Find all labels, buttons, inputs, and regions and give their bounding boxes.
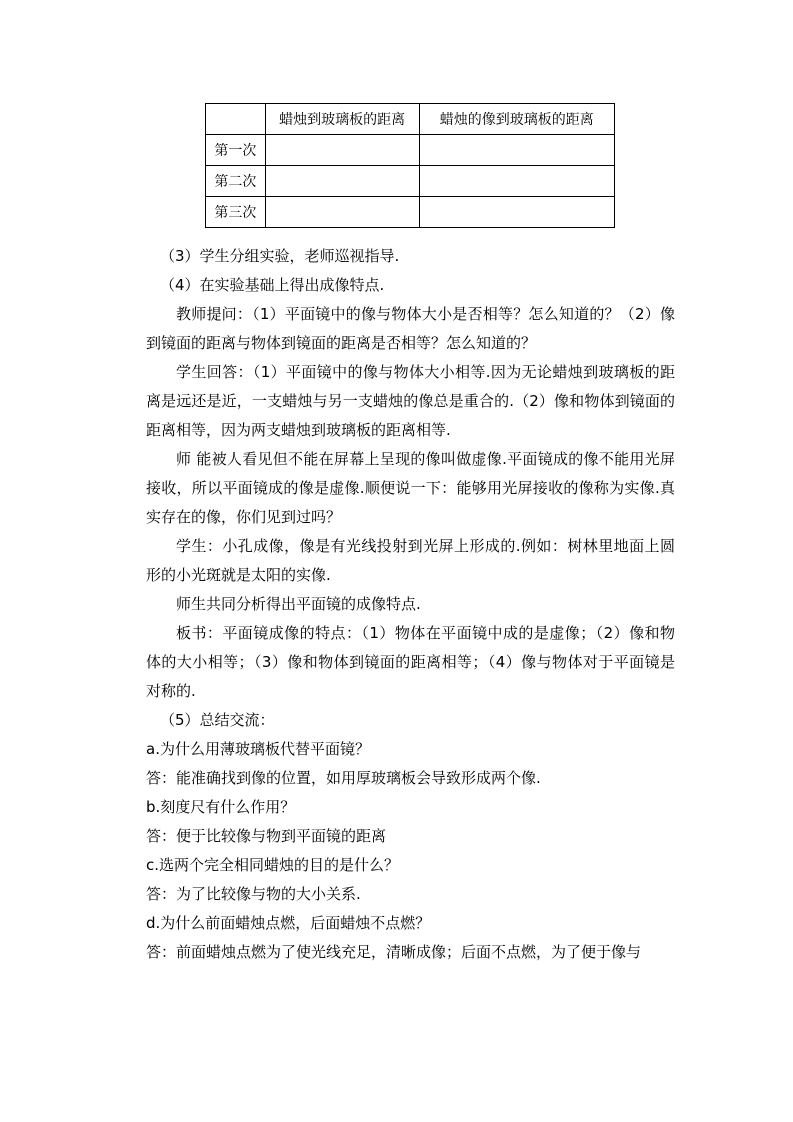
table-row: [206, 197, 615, 228]
paragraph-blackboard: 板书：平面镜成像的特点：（1）物体在平面镜中成的是虚像；（2）像和物体的大小相等；（3）像和物体到镜面的距离相等；（4）像与物体对于平面镜是对称的.: [146, 624, 675, 700]
table-row: [206, 166, 615, 197]
table-row-label: 第一次: [206, 135, 266, 166]
table-cell: [265, 166, 419, 197]
table-header-row: [206, 104, 615, 135]
question-d: d.为什么前面蜡烛点燃，后面蜡烛不点燃？: [146, 914, 431, 932]
table-header-cell: 蜡烛的像到玻璃板的距离: [419, 104, 614, 135]
paragraph-teacher-question: 教师提问：（1）平面镜中的像与物体大小是否相等？怎么知道的？（2）像到镜面的距离与物体到镜面的距离是否相等？怎么知道的？: [146, 305, 675, 352]
table-cell: [419, 166, 614, 197]
table-header-cell: [206, 104, 266, 135]
table-header-cell: 蜡烛到玻璃板的距离: [265, 104, 419, 135]
answer-c: 答：为了比较像与物的大小关系.: [146, 885, 361, 903]
answer-d: 答：前面蜡烛点燃为了使光线充足，清晰成像；后面不点燃，为了便于像与: [146, 943, 642, 961]
table-row-label: 第三次: [206, 197, 266, 228]
paragraph-student-real-image: 学生：小孔成像，像是有光线投射到光屏上形成的.例如：树林里地面上圆形的小光斑就是太阳的实像.: [146, 537, 675, 584]
body-text: [146, 242, 675, 967]
question-a: a.为什么用薄玻璃板代替平面镜？: [146, 740, 370, 758]
table-row: [206, 135, 615, 166]
measurement-table: [205, 103, 615, 228]
table-cell: [419, 197, 614, 228]
paragraph-step-4: （4）在实验基础上得出成像特点.: [160, 276, 385, 294]
answer-a: 答：能准确找到像的位置，如用厚玻璃板会导致形成两个像.: [146, 769, 541, 787]
paragraph-joint-analysis: 师生共同分析得出平面镜的成像特点.: [176, 595, 421, 613]
paragraph-student-answer: 学生回答：（1）平面镜中的像与物体大小相等.因为无论蜡烛到玻璃板的距离是远还是近，一支蜡烛与另一支蜡烛的像总是重合的.（2）像和物体到镜面的距离相等，因为两支蜡烛到玻璃板的距离相等.: [146, 363, 675, 439]
paragraph-teacher-virtual-image: 师 能被人看见但不能在屏幕上呈现的像叫做虚像.平面镜成的像不能用光屏接收，所以平面镜成的像是虚像.顺便说一下：能够用光屏接收的像称为实像.真实存在的像，你们见到过吗？: [146, 450, 675, 526]
paragraph-step-5: （5）总结交流：: [160, 711, 275, 729]
table-row-label: 第二次: [206, 166, 266, 197]
table-cell: [419, 135, 614, 166]
question-c: c.选两个完全相同蜡烛的目的是什么？: [146, 856, 400, 874]
answer-b: 答：便于比较像与物到平面镜的距离: [146, 827, 387, 845]
table-cell: [265, 197, 419, 228]
table-cell: [265, 135, 419, 166]
question-b: b.刻度尺有什么作用？: [146, 798, 296, 816]
paragraph-step-3: （3）学生分组实验，老师巡视指导.: [160, 247, 400, 265]
